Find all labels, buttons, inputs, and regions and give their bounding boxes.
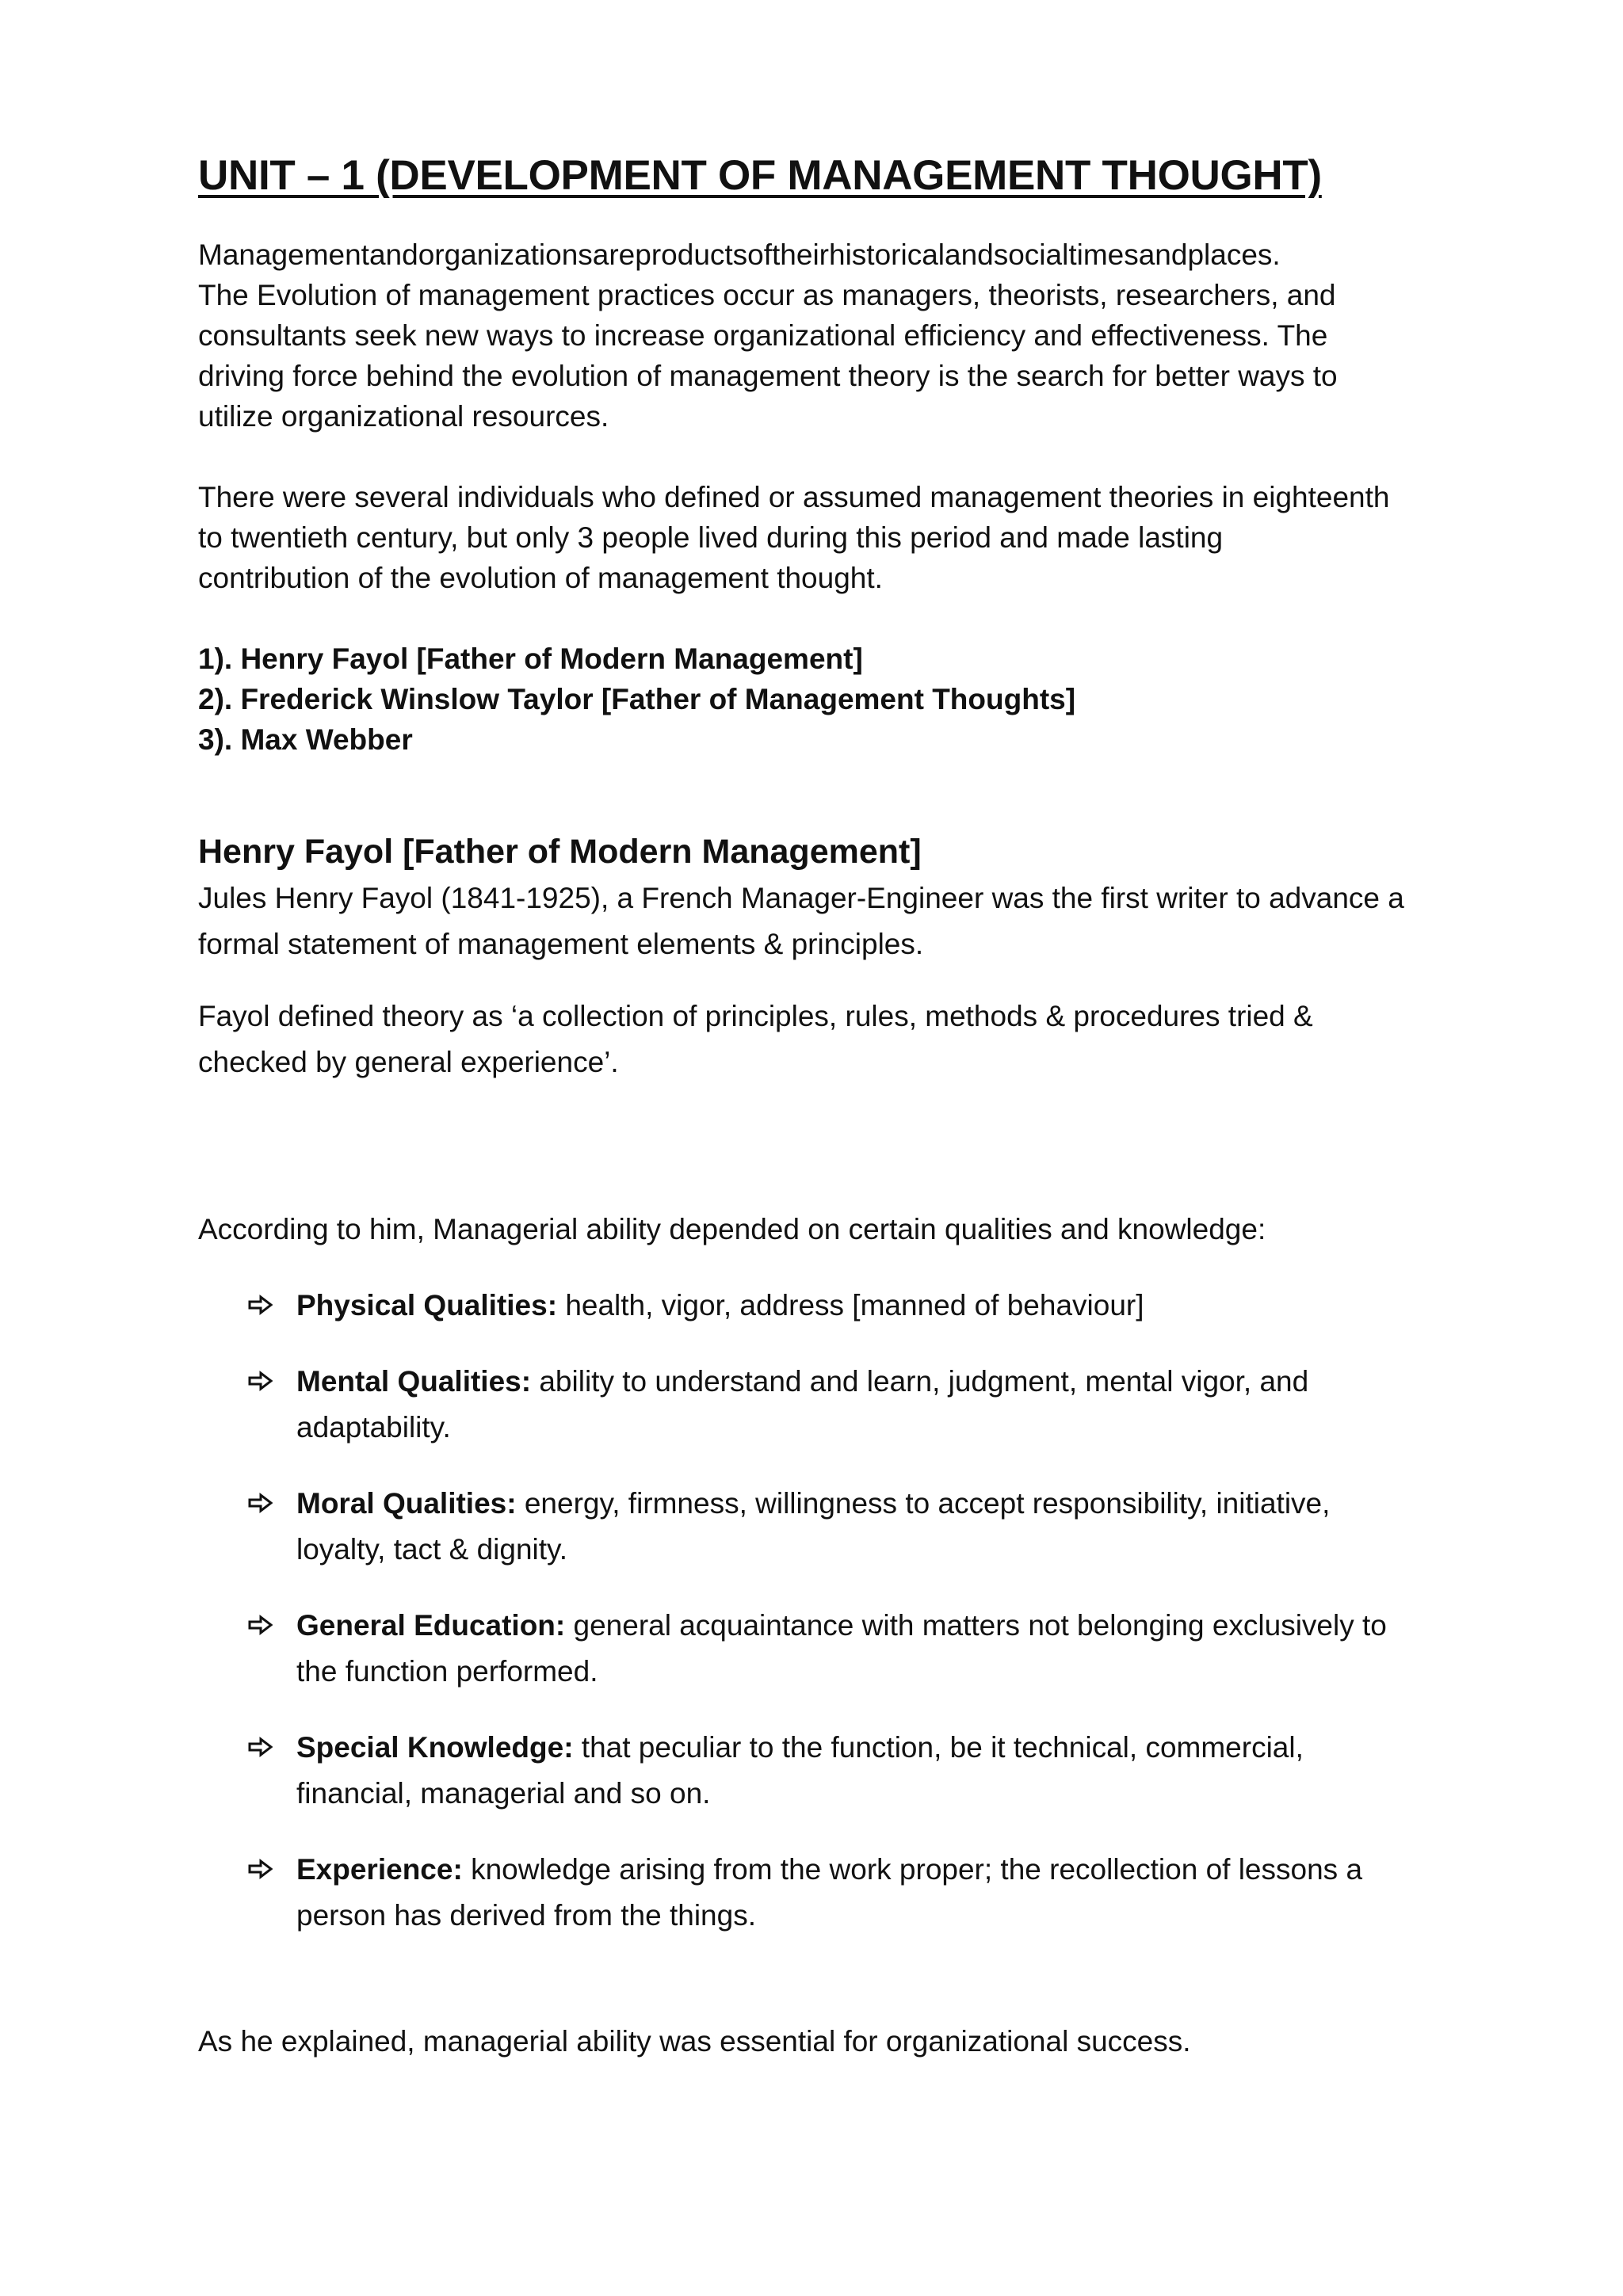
quality-desc: health, vigor, address [manned of behaviour] bbox=[565, 1288, 1144, 1322]
fayol-theory-line: Fayol defined theory as ‘a collection of principles, rules, methods & procedures tried & bbox=[198, 999, 1313, 1032]
person-item: 2). Frederick Winslow Taylor [Father of Management Thoughts] bbox=[198, 682, 1076, 715]
quality-item bbox=[198, 1481, 1434, 1573]
quality-name: Experience: bbox=[296, 1852, 463, 1886]
fayol-theory-paragraph bbox=[198, 994, 1434, 1085]
qualities-list bbox=[198, 1283, 1434, 1939]
fayol-bio-line: Jules Henry Fayol (1841-1925), a French Manager-Engineer was the first writer to advance a bbox=[198, 881, 1404, 914]
quality-name: Special Knowledge: bbox=[296, 1730, 574, 1764]
arrow-right-outline-icon bbox=[247, 1370, 274, 1392]
fayol-section-heading: Henry Fayol [Father of Modern Management] bbox=[198, 832, 922, 871]
quality-item bbox=[198, 1603, 1434, 1695]
fayol-bio-paragraph bbox=[198, 875, 1434, 967]
arrow-right-outline-icon bbox=[247, 1858, 274, 1880]
quality-desc: energy, firmness, willingness to accept responsibility, initiative, bbox=[524, 1486, 1331, 1520]
ability-intro: According to him, Managerial ability depended on certain qualities and knowledge: bbox=[198, 1212, 1266, 1245]
spacer bbox=[198, 1112, 1434, 1207]
intro-line: The Evolution of management practices occur as managers, theorists, researchers, and bbox=[198, 278, 1336, 311]
person-item: 1). Henry Fayol [Father of Modern Management] bbox=[198, 642, 863, 675]
quality-name: Physical Qualities: bbox=[296, 1288, 558, 1322]
individuals-line: There were several individuals who defined or assumed management theories in eighteenth bbox=[198, 480, 1390, 513]
document-page bbox=[198, 151, 1434, 2061]
quality-desc-line: financial, managerial and so on. bbox=[296, 1776, 711, 1810]
quality-name: General Education: bbox=[296, 1608, 566, 1642]
quality-desc: ability to understand and learn, judgment, mental vigor, and bbox=[539, 1364, 1309, 1398]
individuals-line: contribution of the evolution of management thought. bbox=[198, 561, 883, 594]
arrow-right-outline-icon bbox=[247, 1492, 274, 1514]
quality-desc-line: person has derived from the things. bbox=[296, 1898, 756, 1932]
quality-item bbox=[198, 1359, 1434, 1451]
people-list bbox=[198, 639, 1434, 760]
quality-name: Mental Qualities: bbox=[296, 1364, 532, 1398]
quality-desc-line: the function performed. bbox=[296, 1654, 598, 1688]
fayol-theory-line: checked by general experience’. bbox=[198, 1045, 619, 1078]
quality-item bbox=[198, 1847, 1434, 1939]
arrow-right-outline-icon bbox=[247, 1294, 274, 1316]
fayol-bio-line: formal statement of management elements & principles. bbox=[198, 927, 924, 960]
quality-item bbox=[198, 1283, 1434, 1329]
quality-desc-line: adaptability. bbox=[296, 1410, 451, 1444]
arrow-right-outline-icon bbox=[247, 1614, 274, 1636]
closing-statement: As he explained, managerial ability was essential for organizational success. bbox=[198, 2024, 1191, 2058]
person-item: 3). Max Webber bbox=[198, 723, 413, 756]
arrow-right-outline-icon bbox=[247, 1736, 274, 1758]
quality-item bbox=[198, 1725, 1434, 1817]
quality-desc-line: loyalty, tact & dignity. bbox=[296, 1532, 568, 1566]
quality-desc: general acquaintance with matters not belonging exclusively to bbox=[573, 1608, 1387, 1642]
intro-line: consultants seek new ways to increase organizational efficiency and effectiveness. The bbox=[198, 318, 1328, 352]
quality-desc: knowledge arising from the work proper; the recollection of lessons a bbox=[471, 1852, 1363, 1886]
page-title: UNIT – 1 (DEVELOPMENT OF MANAGEMENT THOUGHT) bbox=[198, 152, 1322, 199]
intro-line: utilize organizational resources. bbox=[198, 399, 609, 433]
quality-desc: that peculiar to the function, be it technical, commercial, bbox=[581, 1730, 1304, 1764]
intro-line: driving force behind the evolution of management theory is the search for better ways to bbox=[198, 359, 1338, 392]
individuals-paragraph bbox=[198, 477, 1434, 598]
intro-line: Managementandorganizationsareproductsoftheirhistoricalandsocialtimesandplaces. bbox=[198, 238, 1281, 271]
quality-name: Moral Qualities: bbox=[296, 1486, 517, 1520]
individuals-line: to twentieth century, but only 3 people lived during this period and made lasting bbox=[198, 521, 1224, 554]
intro-paragraph bbox=[198, 235, 1434, 437]
